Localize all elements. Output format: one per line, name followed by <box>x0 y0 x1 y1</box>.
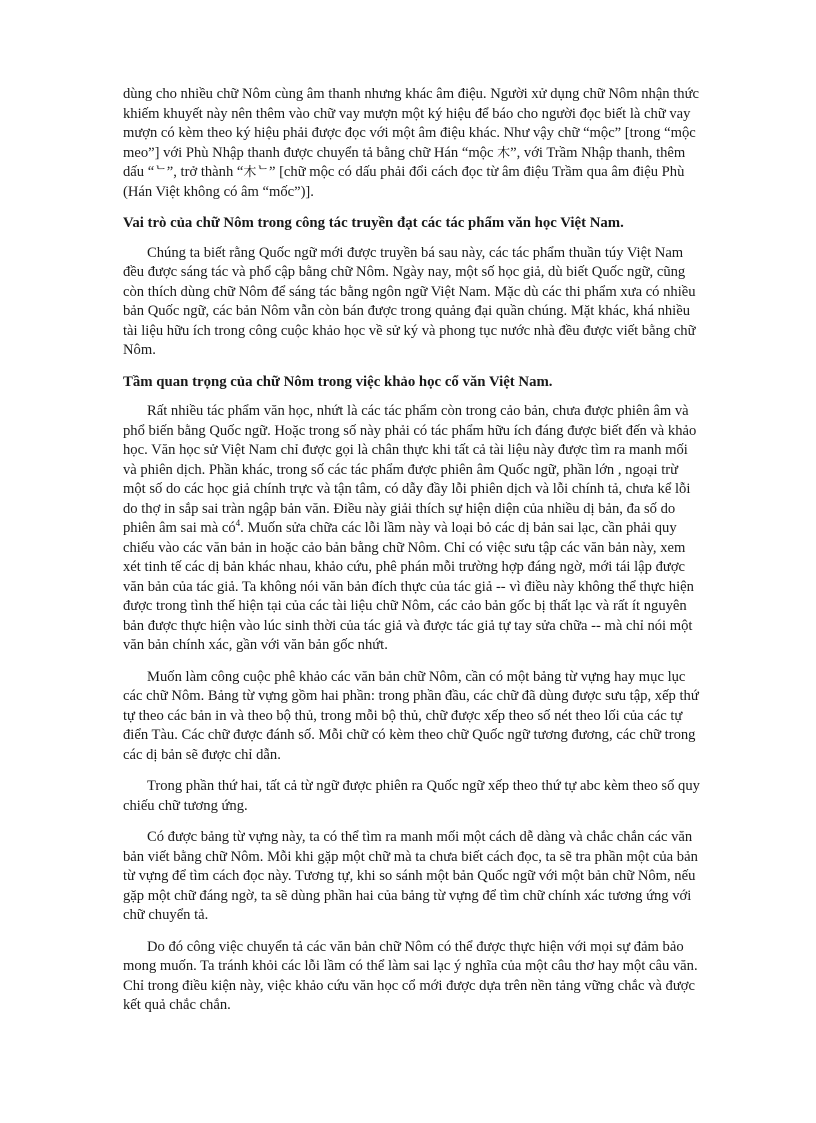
paragraph-importance <box>123 402 701 656</box>
paragraph-text: ” [chữ mộc có dấu phải đổi cách đọc từ âm điệu Trầm qua âm điệu Phù (Hán Việt không có âm “mốc”)]. <box>123 164 685 200</box>
paragraph-vocabulary: Muốn làm công cuộc phê khảo các văn bản chữ Nôm, cần có một bảng từ vựng hay mục lục các chữ Nôm. Bảng từ vựng gồm hai phần: trong phần đầu, các chữ đã dùng được sưu tập, xếp thứ tự theo các bản in và theo bộ thủ, trong mỗi bộ thủ, chữ được xếp theo số nét theo lối của các tự điển Tàu. Các chữ được đánh số. Mỗi chữ có kèm theo chữ Quốc ngữ tương đương, các chữ trong các dị bản sẽ được chỉ dẫn. <box>123 668 699 763</box>
paragraph-usage: Có được bảng từ vựng này, ta có thể tìm ra manh mối một cách dễ dàng và chắc chắn các văn bản viết bằng chữ Nôm. Mỗi khi gặp một chữ mà ta chưa biết cách đọc, ta sẽ tra phần một của bản từ vựng để tìm cách đọc này. Tương tự, khi so sánh một bản Quốc ngữ với một bản chữ Nôm, nếu gặp một chữ đáng ngờ, ta sẽ dùng phần hai của bảng từ vựng để tìm chữ chính xác tương ứng với chữ chuyển tả. <box>123 829 698 923</box>
paragraph-text: ”, với Trầm Nhập thanh, thêm dấu “ <box>123 144 686 180</box>
paragraph-intro <box>123 85 701 202</box>
paragraph-text: . Muốn sửa chữa các lỗi lầm này và loại bỏ các dị bản sai lạc, cần phải quy chiếu vào các văn bản in hoặc cảo bản bằng chữ Nôm. Chỉ có việc sưu tập các văn bản này, xem xét tinh tế các dị bản khác nhau, khảo cứu, phê phán mỗi trường hợp đáng ngờ, mới tái lập được văn bản của tác giả. Ta không nói văn bản đích thực của tác giả -- vì điều này không thể thực hiện được trong tình thế hiện tại của các tài liệu chữ Nôm, các cảo bản gốc bị thất lạc và rất ít nguyên bản được thực hiện vào lúc sinh thời của tác giả và được tác giả tự tay sửa chữa -- mà chỉ nói một văn bản chính xác, gần với văn bản gốc nhứt. <box>123 520 694 653</box>
section-heading-importance: Tầm quan trọng của chữ Nôm trong việc khảo học cổ văn Việt Nam. <box>123 373 553 390</box>
paragraph-conclusion: Do đó công việc chuyển tả các văn bản chữ Nôm có thể được thực hiện với mọi sự đảm bảo mong muốn. Ta tránh khỏi các lỗi lầm có thể làm sai lạc ý nghĩa của một câu thơ hay một câu văn. Chỉ trong điều kiện này, việc khảo cứu văn học cổ mới được dựa trên nền tảng vững chắc và được kết quả chắc chắn. <box>123 938 698 1013</box>
document-body <box>123 85 701 1028</box>
paragraph-text: ”, trở thành “ <box>166 164 244 180</box>
paragraph-text: Rất nhiều tác phẩm văn học, nhứt là các tác phẩm còn trong cảo bản, chưa được phiên âm và phổ biến bằng Quốc ngữ. Hoặc trong số này phải có tác phẩm hữu ích đáng được biết đến và khảo học. Văn học sử Việt Nam chỉ được gọi là chân thực khi tất cả tài liệu này được tìm ra manh mối và phiên dịch. Phần khác, trong số các tác phẩm được phiên âm Quốc ngữ, phần lớn , ngoại trừ một số do các học giả chính trực và tận tâm, có dẫy đầy lỗi phiên dịch và lỗi chính tả, chưa kể lỗi do thợ in sắp sai tràn ngập bản văn. Điều này giải thích sự hiện diện của nhiều dị bản, đa số do phiên âm sai mà có <box>123 403 697 536</box>
paragraph-text: dùng cho nhiều chữ Nôm cùng âm thanh nhưng khác âm điệu. Người xử dụng chữ Nôm nhận thức khiếm khuyết này nên thêm vào chữ vay mượn một ký hiệu để báo cho người đọc biết là chữ vay mượn có kèm theo ký hiệu phải được đọc với một âm điệu khác. Như vậy chữ “mộc” [trong “mộc meo”] với Phù Nhập thanh được chuyển tả bằng chữ Hán “mộc <box>123 86 699 161</box>
han-character: 木 <box>497 145 511 161</box>
section-heading-role: Vai trò của chữ Nôm trong công tác truyền đạt các tác phẩm văn học Việt Nam. <box>123 215 624 231</box>
han-character-with-mark: 木ᄂ <box>243 165 269 180</box>
paragraph-role: Chúng ta biết rằng Quốc ngữ mới được truyền bá sau này, các tác phẩm thuần túy Việt Nam đều được sáng tác và phổ cập bằng chữ Nôm. Ngày nay, một số học giả, dù biết Quốc ngữ, cũng còn thích dùng chữ Nôm để sáng tác bằng ngôn ngữ Việt Nam. Mặc dù các thi phẩm xưa có nhiều bản Quốc ngữ, các bản Nôm vẫn còn bán được trong quảng đại quần chúng. Mặt khác, khá nhiều tài liệu hữu ích trong công cuộc khảo học về sử ký và phong tục nước nhà đều được viết bằng chữ Nôm. <box>123 244 696 358</box>
paragraph-second-part: Trong phần thứ hai, tất cả từ ngữ được phiên ra Quốc ngữ xếp theo thứ tự abc kèm theo số quy chiếu chữ tương ứng. <box>123 778 700 814</box>
footnote-marker: 4 <box>235 518 241 529</box>
reading-mark: ᄂ <box>154 165 167 180</box>
